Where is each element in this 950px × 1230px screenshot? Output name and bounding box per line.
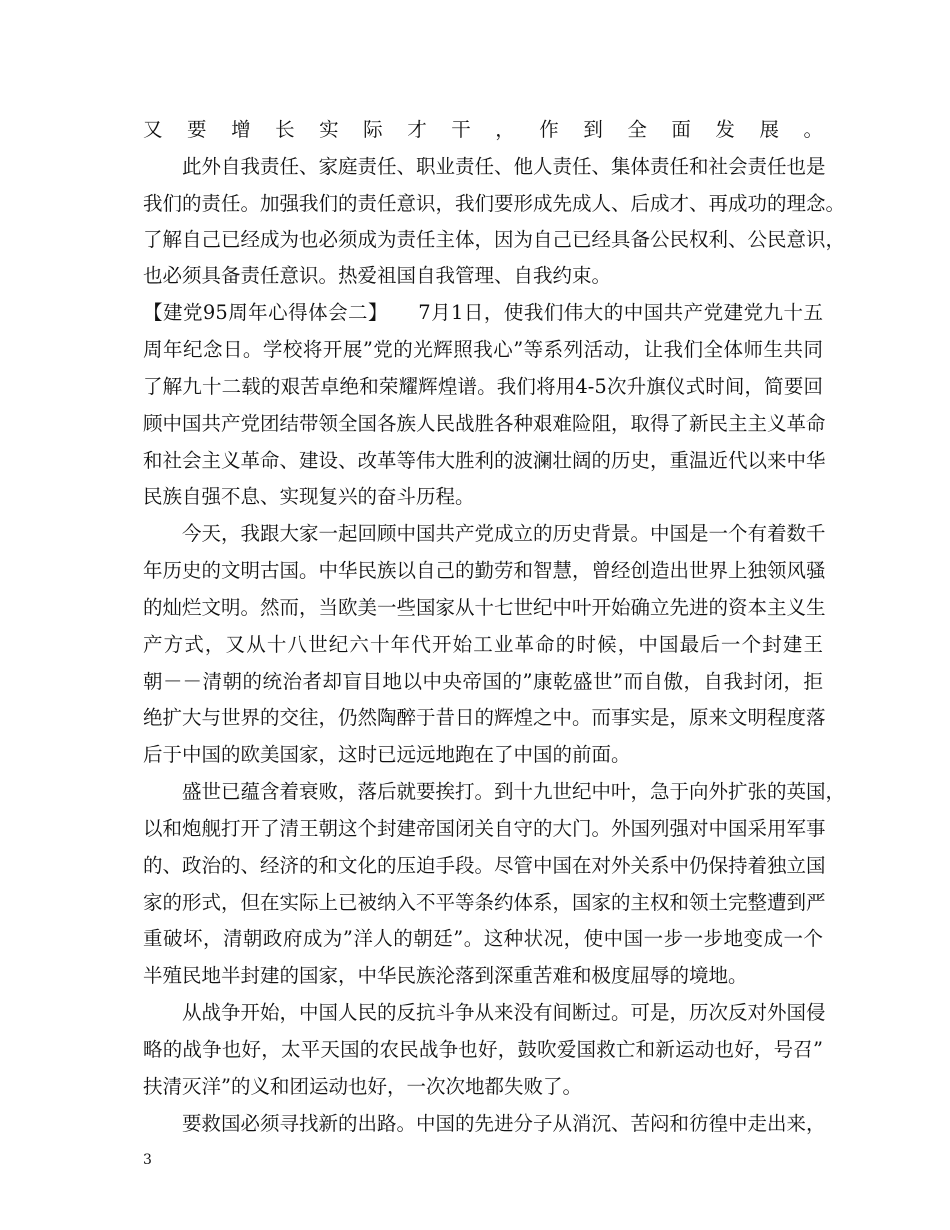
text-line: 也必须具备责任意识。热爱祖国自我管理、自我约束。 <box>143 264 612 287</box>
text-line: 年历史的文明古国。中华民族以自己的勤劳和智慧，曾经创造出世界上独领风骚 <box>143 559 826 582</box>
text-line: 要救国必须寻找新的出路。中国的先进分子从消沉、苦闷和彷徨中走出来， <box>143 1112 826 1135</box>
text-line: 顾中国共产党团结带领全国各族人民战胜各种艰难险阻，取得了新民主主义革命 <box>143 412 826 435</box>
text-line: 【建党95周年心得体会二】 7月1日，使我们伟大的中国共产党建党九十五 <box>143 301 823 324</box>
text-line: 家的形式，但在实际上已被纳入不平等条约体系，国家的主权和领土完整遭到严 <box>143 891 826 914</box>
text-line: 略的战争也好，太平天国的农民战争也好，鼓吹爱国救亡和新运动也好，号召” <box>143 1038 823 1061</box>
text-line: 了解自己已经成为也必须成为责任主体，因为自己已经具备公民权利、公民意识， <box>143 228 846 251</box>
text-line: 半殖民地半封建的国家，中华民族沦落到深重苦难和极度屈辱的境地。 <box>143 964 748 987</box>
text-line: 了解九十二载的艰苦卓绝和荣耀辉煌谱。我们将用4-5次升旗仪式时间，简要回 <box>143 375 823 398</box>
text-line: 以和炮舰打开了清王朝这个封建帝国闭关自守的大门。外国列强对中国采用军事 <box>143 817 826 840</box>
text-line: 又要增长实际才干，作到全面发展。 <box>143 118 823 141</box>
text-line: 产方式，又从十八世纪六十年代开始工业革命的时候，中国最后一个封建王 <box>143 633 823 656</box>
text-line: 后于中国的欧美国家，这时已远远地跑在了中国的前面。 <box>143 743 631 766</box>
text-line: 绝扩大与世界的交往，仍然陶醉于昔日的辉煌之中。而事实是，原来文明程度落 <box>143 706 826 729</box>
text-line: 民族自强不息、实现复兴的奋斗历程。 <box>143 485 475 508</box>
page-number: 3 <box>143 1152 152 1168</box>
text-line: 此外自我责任、家庭责任、职业责任、他人责任、集体责任和社会责任也是 <box>143 155 826 178</box>
text-line: 重破坏，清朝政府成为”洋人的朝廷”。这种状况，使中国一步一步地变成一个 <box>143 927 823 950</box>
text-line: 的、政治的、经济的和文化的压迫手段。尽管中国在对外关系中仍保持着独立国 <box>143 854 826 877</box>
text-line: 扶清灭洋”的义和团运动也好，一次次地都失败了。 <box>143 1075 582 1098</box>
text-line: 的灿烂文明。然而，当欧美一些国家从十七世纪中叶开始确立先进的资本主义生 <box>143 596 826 619</box>
text-line: 朝－－清朝的统治者却盲目地以中央帝国的”康乾盛世”而自傲，自我封闭，拒 <box>143 670 823 693</box>
text-line: 从战争开始，中国人民的反抗斗争从来没有间断过。可是，历次反对外国侵 <box>143 1001 826 1024</box>
text-line: 今天，我跟大家一起回顾中国共产党成立的历史背景。中国是一个有着数千 <box>143 522 826 545</box>
text-line: 和社会主义革命、建设、改革等伟大胜利的波澜壮阔的历史，重温近代以来中华 <box>143 449 826 472</box>
text-line: 盛世已蕴含着衰败，落后就要挨打。到十九世纪中叶，急于向外扩张的英国， <box>143 780 846 803</box>
text-line: 周年纪念日。学校将开展”党的光辉照我心”等系列活动，让我们全体师生共同 <box>143 338 823 361</box>
text-line: 我们的责任。加强我们的责任意识，我们要形成先成人、后成才、再成功的理念。 <box>143 192 846 215</box>
